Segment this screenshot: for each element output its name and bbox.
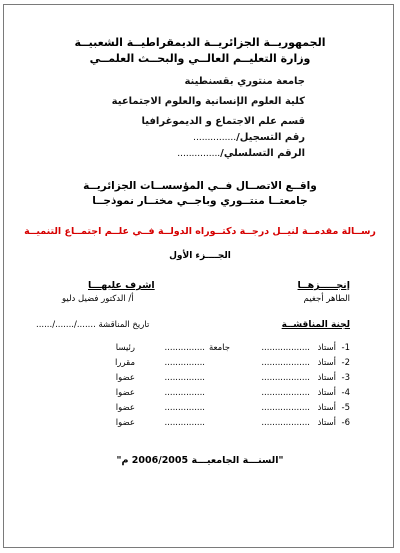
serial-label: الرقم التسلسلي/	[220, 148, 305, 159]
serial-value: ...............	[177, 149, 221, 159]
committee-row	[80, 358, 350, 371]
registration-value: ...............	[193, 133, 237, 143]
student-name: الطاهر أجغيم	[303, 294, 350, 304]
row-name-dots: ..................	[261, 343, 310, 353]
row-university-dots: ...............	[164, 373, 205, 383]
row-number: 5-	[341, 403, 350, 413]
committee-row	[80, 373, 350, 386]
row-name-dots: ..................	[261, 418, 310, 428]
row-role: عضوا	[115, 418, 135, 428]
defense-date-value: ......./......./......	[36, 320, 96, 330]
committee-row	[80, 343, 350, 356]
row-title: أستاذ	[317, 343, 336, 353]
row-title: أستاذ	[317, 403, 336, 413]
serial-number	[177, 148, 305, 159]
volume-label: الجــــزء الأول	[169, 251, 231, 261]
row-name-dots: ..................	[261, 388, 310, 398]
defense-date	[36, 320, 149, 330]
student-label: إنجـــــزهــا	[297, 280, 350, 291]
faculty-name: كلية العلوم الإنسانية والعلوم الاجتماعية	[111, 96, 305, 107]
row-number: 3-	[341, 373, 350, 383]
row-university-dots: ...............	[164, 418, 205, 428]
row-number: 4-	[341, 388, 350, 398]
row-number: 1-	[341, 343, 350, 353]
row-role: عضوا	[115, 403, 135, 413]
academic-year: "السنـــة الجامعيـــة 2006/2005 م"	[116, 455, 284, 466]
row-number: 2-	[341, 358, 350, 368]
registration-label: رقم التسجيل/	[236, 132, 305, 143]
row-title: أستاذ	[317, 373, 336, 383]
committee-row	[80, 388, 350, 401]
row-name-dots: ..................	[261, 403, 310, 413]
row-title: أستاذ	[317, 358, 336, 368]
degree-statement: رســالة مقدمــة لنيــل درجــة دكتــوراه الدولــة فــي علــم اجتمــاع التنميــة	[24, 226, 376, 237]
row-role: عضوا	[115, 388, 135, 398]
row-role: مقررا	[114, 358, 135, 368]
committee-row	[80, 418, 350, 431]
republic-heading: الجمهوريــة الجزائريــة الديمقراطيــة الشعبيــة	[74, 36, 326, 49]
row-name-dots: ..................	[261, 373, 310, 383]
registration-number	[193, 132, 305, 143]
row-university: جامعة	[208, 343, 230, 353]
row-university-dots: ...............	[164, 343, 205, 353]
department-name: قسم علم الاجتماع و الديموغرافيا	[141, 116, 305, 127]
ministry-heading: وزارة التعليــم العالــي والبحــث العلمــي	[89, 52, 311, 65]
committee-label: لجنة المناقشــة	[281, 320, 350, 330]
row-role: عضوا	[115, 373, 135, 383]
row-title: أستاذ	[317, 418, 336, 428]
thesis-title-line1: واقــع الاتصــال فــي المؤسســات الجزائريــة	[83, 180, 317, 192]
row-name-dots: ..................	[261, 358, 310, 368]
supervisor-name: أ/ الدكتور فضيل دليو	[62, 294, 134, 304]
row-university-dots: ...............	[164, 388, 205, 398]
row-role: رئيسا	[115, 343, 135, 353]
thesis-title-line2: جامعتــا منتــوري وباجــي مختــار نموذجــا	[92, 195, 308, 207]
row-university-dots: ...............	[164, 358, 205, 368]
row-number: 6-	[341, 418, 350, 428]
row-university-dots: ...............	[164, 403, 205, 413]
committee-row	[80, 403, 350, 416]
defense-date-label: تاريخ المناقشة	[98, 320, 150, 330]
university-name: جامعة منتوري بقسنطينة	[184, 76, 305, 87]
row-title: أستاذ	[317, 388, 336, 398]
supervisor-label: اشرف عليهـــا	[88, 280, 155, 291]
